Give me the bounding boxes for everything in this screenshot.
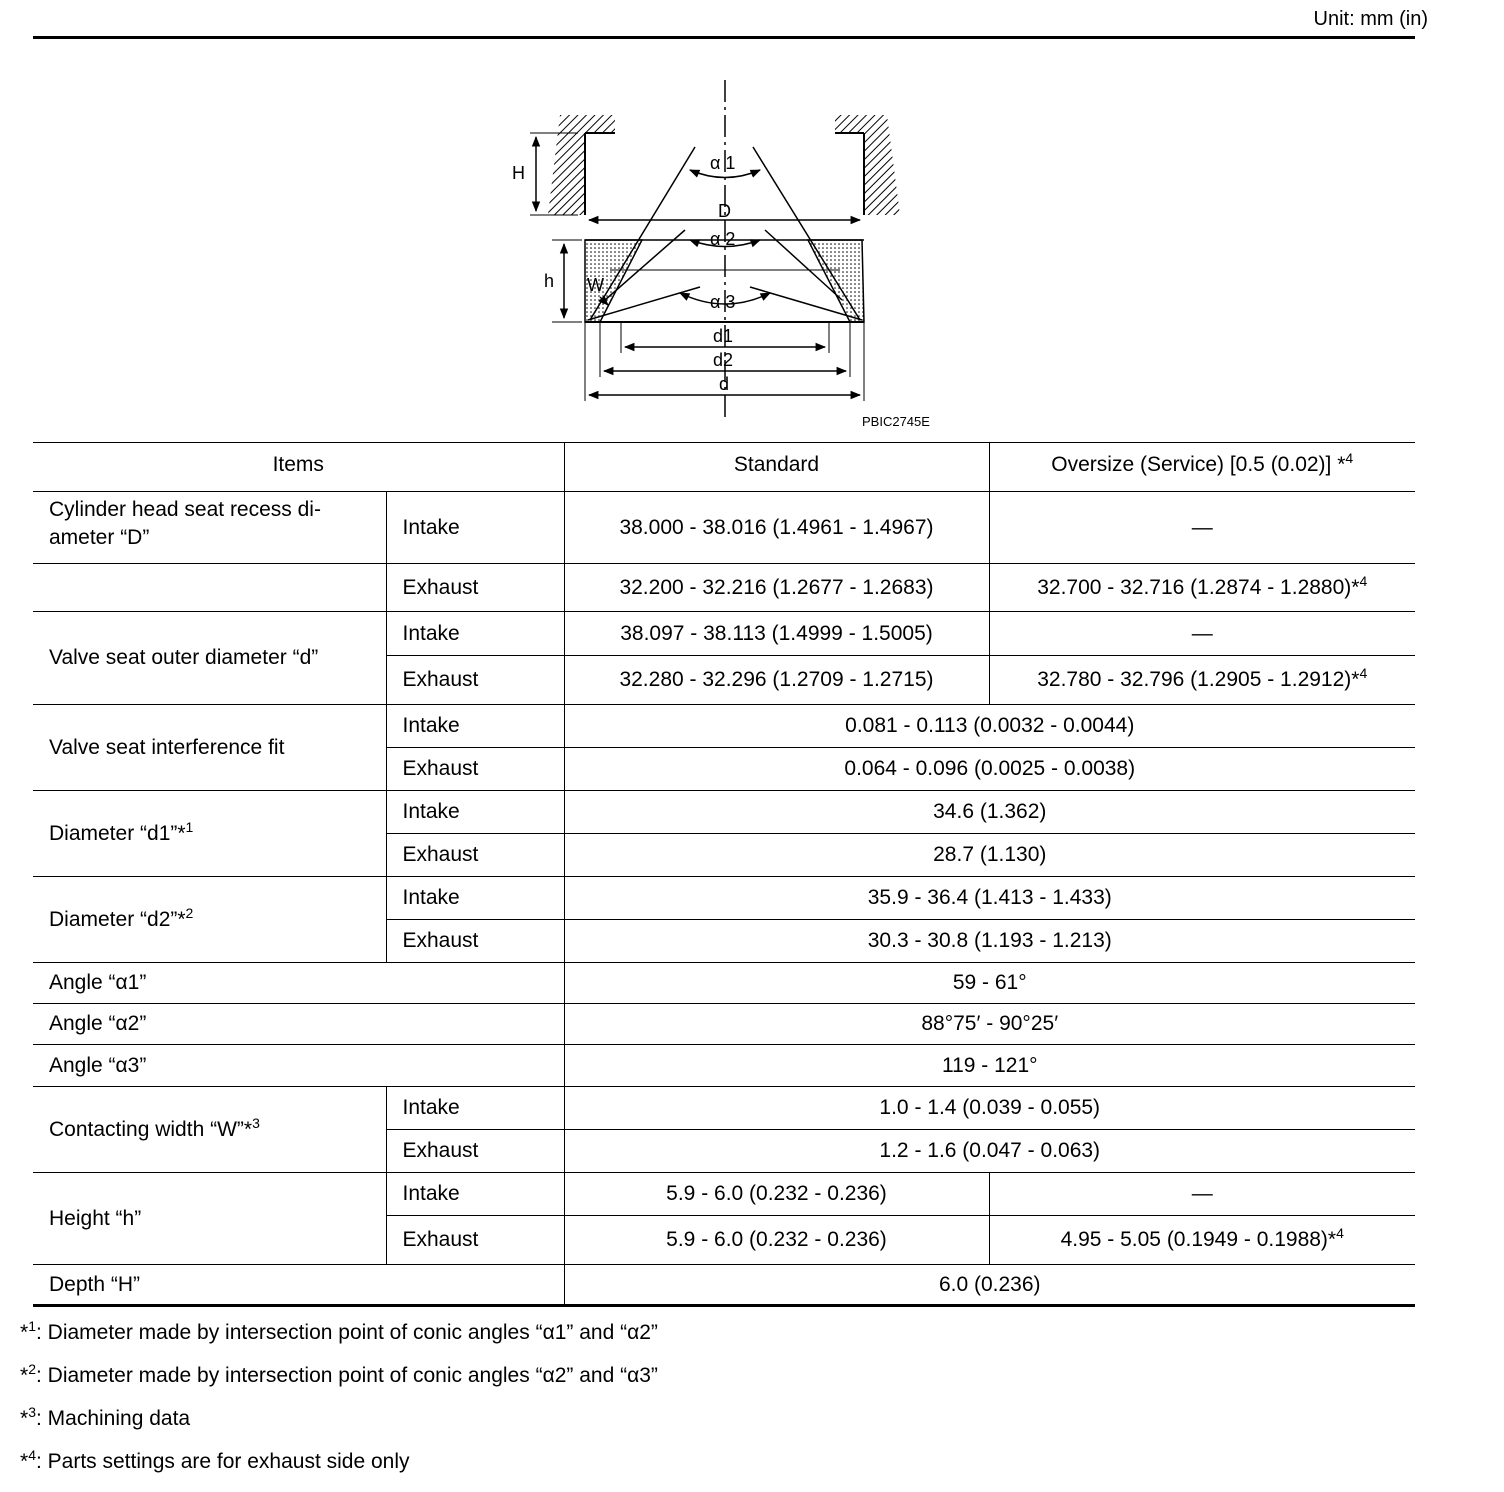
cell-d2-intake: 35.9 - 36.4 (1.413 - 1.433) xyxy=(564,877,1415,920)
cell-d1-exhaust: 28.7 (1.130) xyxy=(564,834,1415,877)
cell-alpha2: 88°75′ - 90°25′ xyxy=(564,1004,1415,1045)
header-rule xyxy=(33,36,1415,39)
cell-exhaust: Exhaust xyxy=(386,1216,564,1265)
footnote-1: *$^1$: Diameter made by intersection point of conic angles “α1” and “α2” xyxy=(20,1318,658,1344)
cell-intake: Intake xyxy=(386,877,564,920)
cell-intake: Intake xyxy=(386,1087,564,1130)
cell-exhaust: Exhaust xyxy=(386,1130,564,1173)
cell-exhaust: Exhaust xyxy=(386,920,564,963)
label-alpha3: α 3 xyxy=(710,292,736,312)
row-label-d2: Diameter “d2”*$^2$ xyxy=(33,877,386,963)
cell-intake: Intake xyxy=(386,791,564,834)
row-label-alpha2: Angle “α2” xyxy=(33,1004,564,1045)
cell-outer-intake-over: — xyxy=(989,612,1415,656)
row-label-depth: Depth “H” xyxy=(33,1265,564,1306)
cell-d1-intake: 34.6 (1.362) xyxy=(564,791,1415,834)
row-label-height: Height “h” xyxy=(33,1173,386,1265)
cell-w-intake: 1.0 - 1.4 (0.039 - 0.055) xyxy=(564,1087,1415,1130)
valve-seat-diagram xyxy=(490,75,960,435)
cell-w-exhaust: 1.2 - 1.6 (0.047 - 0.063) xyxy=(564,1130,1415,1173)
cell-h-intake-over: — xyxy=(989,1173,1415,1216)
label-D: D xyxy=(718,201,731,221)
figure-code: PBIC2745E xyxy=(862,414,930,429)
row-label-alpha1: Angle “α1” xyxy=(33,963,564,1004)
footnote-2: *$^2$: Diameter made by intersection point of conic angles “α2” and “α3” xyxy=(20,1361,658,1387)
cell-interf-intake: 0.081 - 0.113 (0.0032 - 0.0044) xyxy=(564,705,1415,748)
cell-h-exhaust-std: 5.9 - 6.0 (0.232 - 0.236) xyxy=(564,1216,989,1265)
row-label-alpha3: Angle “α3” xyxy=(33,1045,564,1087)
cell-alpha1: 59 - 61° xyxy=(564,963,1415,1004)
cell-recess-exhaust-over: 32.700 - 32.716 (1.2874 - 1.2880)*$^4$ xyxy=(989,564,1415,612)
cell-intake: Intake xyxy=(386,705,564,748)
unit-label: Unit: mm (in) xyxy=(1313,8,1428,30)
cell-exhaust: Exhaust xyxy=(386,656,564,705)
cell-outer-exhaust-over: 32.780 - 32.796 (1.2905 - 1.2912)*$^4$ xyxy=(989,656,1415,705)
cell-alpha3: 119 - 121° xyxy=(564,1045,1415,1087)
cell-outer-intake-std: 38.097 - 38.113 (1.4999 - 1.5005) xyxy=(564,612,989,656)
cell-intake: Intake xyxy=(386,492,564,564)
cell-recess-intake-std: 38.000 - 38.016 (1.4961 - 1.4967) xyxy=(564,492,989,564)
header-oversize: Oversize (Service) [0.5 (0.02)] *$^4$ xyxy=(989,443,1415,492)
label-W: W xyxy=(587,275,604,295)
cell-interf-exhaust: 0.064 - 0.096 (0.0025 - 0.0038) xyxy=(564,748,1415,791)
cell-exhaust: Exhaust xyxy=(386,564,564,612)
row-label-outer: Valve seat outer diameter “d” xyxy=(33,612,386,705)
label-alpha2: α 2 xyxy=(710,229,736,249)
row-label-empty xyxy=(33,564,386,612)
footnote-3: *$^3$: Machining data xyxy=(20,1404,191,1430)
cell-outer-exhaust-std: 32.280 - 32.296 (1.2709 - 1.2715) xyxy=(564,656,989,705)
cell-recess-exhaust-std: 32.200 - 32.216 (1.2677 - 1.2683) xyxy=(564,564,989,612)
footnote-4: *$^4$: Parts settings are for exhaust side only xyxy=(20,1447,410,1473)
label-d2: d2 xyxy=(713,350,734,370)
cell-exhaust: Exhaust xyxy=(386,834,564,877)
cell-intake: Intake xyxy=(386,1173,564,1216)
label-d: d xyxy=(719,374,730,394)
label-H: H xyxy=(512,163,525,183)
label-h: h xyxy=(544,271,555,291)
header-items: Items xyxy=(33,443,564,492)
cell-h-intake-std: 5.9 - 6.0 (0.232 - 0.236) xyxy=(564,1173,989,1216)
cell-exhaust: Exhaust xyxy=(386,748,564,791)
cell-d2-exhaust: 30.3 - 30.8 (1.193 - 1.213) xyxy=(564,920,1415,963)
cell-recess-intake-over: — xyxy=(989,492,1415,564)
row-label-width: Contacting width “W”*$^3$ xyxy=(33,1087,386,1173)
label-alpha1: α 1 xyxy=(710,153,736,173)
cell-depth: 6.0 (0.236) xyxy=(564,1265,1415,1306)
head-wall-right xyxy=(835,115,900,215)
header-standard: Standard xyxy=(564,443,989,492)
valve-seat-spec-table xyxy=(33,442,1415,1307)
row-label-interference: Valve seat interference fit xyxy=(33,705,386,791)
footnotes xyxy=(20,1318,658,1490)
cell-h-exhaust-over: 4.95 - 5.05 (0.1949 - 0.1988)*$^4$ xyxy=(989,1216,1415,1265)
label-d1: d1 xyxy=(713,326,734,346)
head-wall-left xyxy=(548,115,615,215)
row-label-d1: Diameter “d1”*$^1$ xyxy=(33,791,386,877)
cell-intake: Intake xyxy=(386,612,564,656)
row-label-recess: Cylinder head seat recess di- ameter “D” xyxy=(33,492,386,564)
